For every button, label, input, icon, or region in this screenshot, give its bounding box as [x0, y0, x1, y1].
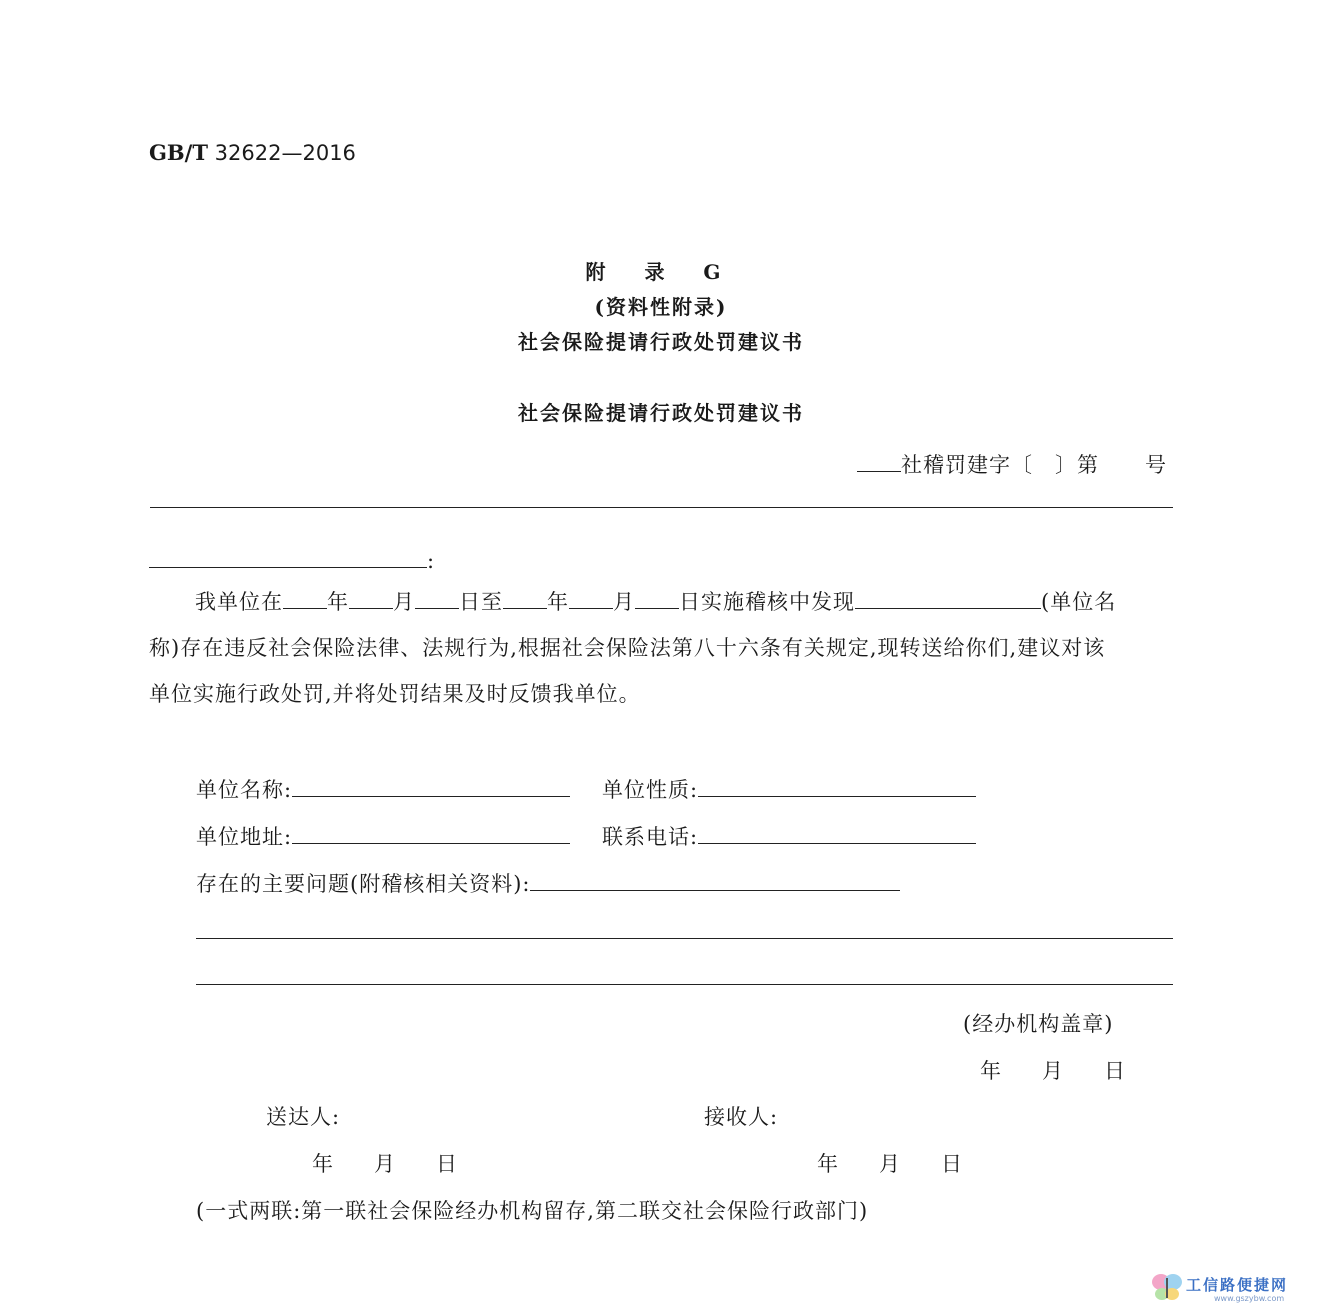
receiver-label: 接收人:	[704, 1105, 779, 1129]
watermark-site-url: www.gszybw.com	[1214, 1294, 1285, 1303]
appendix-type: (资料性附录)	[594, 295, 728, 319]
appendix-label: 附 录 G	[585, 260, 737, 284]
unit-nature-field: 单位性质:	[602, 774, 976, 804]
main-issues-field: 存在的主要问题(附稽核相关资料):	[196, 868, 900, 898]
unit-address-blank[interactable]	[292, 821, 570, 844]
unit-name-blank[interactable]	[292, 774, 570, 797]
standard-code: GB/T 32622—2016	[149, 140, 356, 165]
issues-line-1	[196, 938, 1173, 939]
seal-date: 年 月 日	[980, 1059, 1126, 1083]
sender-label: 送达人:	[266, 1105, 341, 1129]
form-title: 社会保险提请行政处罚建议书	[518, 401, 804, 425]
appendix-title: 社会保险提请行政处罚建议书	[518, 330, 804, 354]
receiver-date: 年 月 日	[817, 1152, 963, 1176]
main-issues-blank[interactable]	[530, 868, 900, 891]
doc-number: 社稽罚建字〔 〕第 号	[857, 449, 1167, 479]
contact-phone-blank[interactable]	[698, 821, 976, 844]
body-paragraph	[149, 579, 1173, 717]
addressee-blank	[149, 545, 427, 568]
addressee-line: :	[149, 545, 435, 573]
watermark-site-name: 工信路便捷网	[1186, 1276, 1289, 1294]
contact-phone-field: 联系电话:	[602, 821, 976, 851]
unit-address-field: 单位地址:	[196, 821, 570, 851]
doc-number-prefix-blank	[857, 449, 901, 472]
paragraph-line-2: 称)存在违反社会保险法律、法规行为,根据社会保险法第八十六条有关规定,现转送给你们,建议对该	[149, 636, 1106, 660]
paragraph-line-3: 单位实施行政处罚,并将处罚结果及时反馈我单位。	[149, 682, 641, 706]
sender-date: 年 月 日	[312, 1152, 458, 1176]
butterfly-icon	[1150, 1270, 1184, 1304]
header-divider	[150, 507, 1173, 508]
paragraph-line-1: 我单位在 年 月 日至 年 月 日实施稽核中发现 (单位名	[149, 579, 1173, 625]
footnote: (一式两联:第一联社会保险经办机构留存,第二联交社会保险行政部门)	[196, 1199, 869, 1223]
unit-nature-blank[interactable]	[698, 774, 976, 797]
seal-label: (经办机构盖章)	[963, 1012, 1114, 1036]
unit-name-field: 单位名称:	[196, 774, 570, 804]
issues-line-2	[196, 984, 1173, 985]
